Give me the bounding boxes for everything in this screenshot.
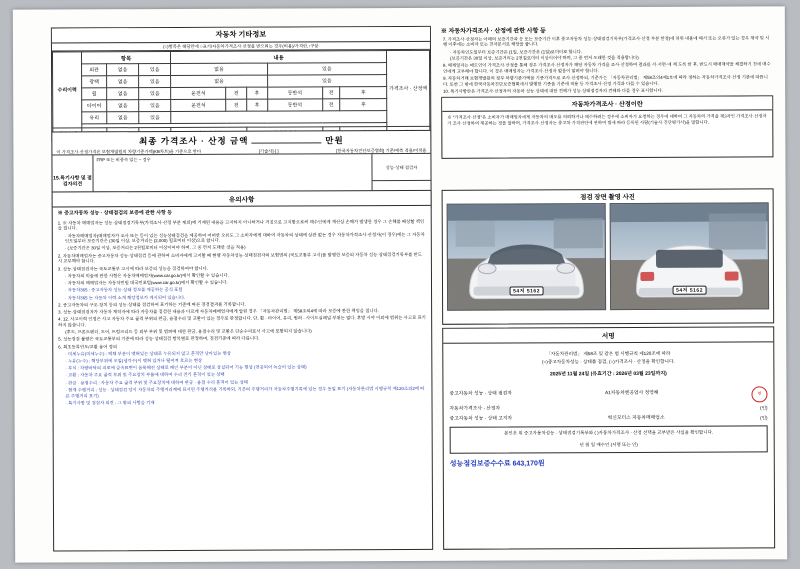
row-label-wheel: 휠 bbox=[82, 88, 107, 100]
cell-tire-driver[interactable]: 운전석 bbox=[171, 100, 226, 112]
cell-tire-driver-front[interactable]: 전 bbox=[226, 100, 247, 112]
notice-term-2: · 누유(누수) : 해당부위에 오일(냉각수)이 맺혀 있거나 떨어져 흐르는 현상 bbox=[65, 357, 203, 364]
cell-wheel-driver-rear[interactable]: 후 bbox=[247, 87, 268, 99]
notice-item-3d: · 자동차365 는 자동차 이력 소개 해당정보가 게시되어 있습니다. bbox=[65, 294, 186, 300]
notice-item-2: 2. 자동차매매업자는 중고자동차 성능·상태점검 등에 관하여 소비자에게 고지할 때 현행 자동차성능·상태점검자의 보험법의 (국토교통부 고시)를 발행한 보증의 자동차 성능·상태점검기록부를 반드시 교부해야 합니다. bbox=[57, 251, 422, 264]
terms-item-10: 10. 특기사항란은 가격조사·산정자의 자동차 성능·상태에 대한 견해가 성능·상태점검자의 견해와 다를 경우 표시합니다. bbox=[443, 87, 663, 94]
definition-box-title: 자동차가격조사 · 산정이란 bbox=[442, 97, 772, 112]
price-survey-terms bbox=[441, 24, 774, 159]
cell-tire-pass-front[interactable]: 전 bbox=[322, 99, 340, 111]
front-plate-number: 54저 5162 bbox=[509, 286, 544, 295]
terms-item-8: 8. 해제일자는 매도인이 가격조사·산정을 통해 정우 가격조사·산정자가 해당 자동차 가격을 조사·산정하여 결과를 서·서면·에 제 도록 한 후, 반드시 매매계약을 체결하기 전에 매수인에게 교부해야 합니다. 이 경우 매매업자는 가격조사·산정자 없음이 알려야 합니다. bbox=[443, 61, 771, 74]
notice-term-4: · 교환 : 자동차 주요 골격 부위 및 주요장치 부품에 대하여 수리 전기 흔적이 있는 상태 bbox=[65, 372, 225, 378]
fee-line bbox=[450, 458, 768, 470]
notice-item-8: 6. 최초등록연도/교환 용어 정의 bbox=[58, 343, 118, 350]
final-note-left: 이 가격조사·산정가격은 보험개발원의 차량기준가액(KB차트)을 기준으로 한다 bbox=[56, 148, 202, 155]
signature-row-appraiser bbox=[450, 405, 768, 413]
signature-row-notifier-mark: (인) bbox=[760, 415, 768, 421]
info-table bbox=[52, 50, 430, 141]
row-label-polish: 광택 bbox=[82, 76, 107, 88]
signature-row-inspector-value: A1자동차벤공업사 정영해 bbox=[604, 390, 659, 397]
cell-tire-yes[interactable]: 있음 bbox=[139, 100, 171, 112]
signature-row-inspector bbox=[449, 386, 767, 403]
final-price-label: 최종 가격조사 · 산정 금액 bbox=[139, 135, 249, 147]
notice-item-6: 4. 12. 사고이력 인정은 사고 자동차 주요 골격 부위의 판금, 용접수리 및 교환이 있는 경우로 판정합니다. 단, 휠 · 타이어, 유리, 범퍼 · 사이드실패널 부위는 없다. 후방 시야 이외에 범위는 사고로 표기하지 않습니다. bbox=[58, 315, 426, 328]
row-label-exterior: 외관 bbox=[82, 64, 107, 76]
notice-item-4: 2. 중고자동차의 구조·장치 등의 성능·상태를 점검하여 표기하는 기준에 따른 점검결과를 기록합니다. bbox=[58, 301, 246, 308]
notice-item-3a: · 자동차의 미술에 관한 사항은 자동차매매업자(www.car.go.kr)에서 확인할 수 있습니다. bbox=[64, 272, 229, 279]
vehicle-other-info-table bbox=[51, 26, 431, 142]
notice-item-3b: · 자동차의 매매업자는 자동차민원 대국민포털(www.car.go.kr)에서 확인할 수 있습니다. bbox=[64, 279, 228, 286]
table-subtitle: (○)항목은 해당란에 ○표기/자동차가격조사·산정을 받으려는 경우(비용)/가격란,↑구분 bbox=[52, 42, 430, 52]
notice-section bbox=[52, 190, 434, 552]
final-note-right: [한국자동차진단보증협회] 기준/예측 적용/미적용 bbox=[336, 147, 427, 154]
notice-item-6a: (후드, 프론트펜더, 도어, 트렁크리드 등 외부 부위 및 범퍼에 대한 판금, 용접수리 및 교환은 단순수리로서 사고에 포함되지 않습니다) bbox=[65, 328, 312, 335]
cell-exterior-sub-yes[interactable]: 있음 bbox=[267, 63, 386, 76]
signature-title: 서명 bbox=[443, 327, 773, 343]
notice-term-5: · 판금 · 용접수리 : 자동차 주요 골격 부위 및 주요장치에 대하여 판금 · 용접 수리 흔적이 있는 상태 bbox=[65, 379, 248, 386]
signature-row-notifier-value: 혁신모터스 자동차매매업소 bbox=[607, 415, 665, 421]
signature-row-appraiser-label: 자동차가격조사 · 산정자 bbox=[449, 406, 501, 412]
notice-item-3c: · 자동차365 : 중고자동차 성능·상태 정보를 제공하는 공식 포털 bbox=[65, 287, 183, 293]
cell-wheel-yes[interactable]: 있음 bbox=[139, 88, 171, 100]
cell-polish-sub-yes[interactable]: 있음 bbox=[267, 75, 386, 88]
cell-exterior-yes[interactable]: 있음 bbox=[139, 64, 171, 76]
cell-wheel-pass-rear[interactable]: 후 bbox=[340, 87, 387, 99]
buyer-confirm-text: 본인은 위 중고자동차성능 · 상태점검기록부와 ( )자동차가격조사 · 산정 선택을 교부받은 사실을 확인합니다. bbox=[504, 430, 714, 437]
terms-item-7a: · 자동차인도일부터 보증기간은 (1일, 보증기간은 (1일)로미터로 합니다. bbox=[449, 48, 583, 55]
cell-wheel-driver[interactable]: 운전석 bbox=[171, 88, 226, 100]
cell-exterior-none[interactable]: 없음 bbox=[107, 64, 139, 76]
fee-value: 643,170원 bbox=[512, 459, 545, 468]
cell-wheel-pass[interactable]: 동반석 bbox=[267, 87, 322, 99]
cell-polish-yes[interactable]: 있음 bbox=[139, 76, 171, 88]
notice-item-1: 1. ※ 자동차 매매업자는 성능·상태점검기록부(가격조사·산정 부분 제외)에 기재된 내용을 고지하지 아니하거나 거짓으로 고지함으로써 매수인에게 재산상 손해가 발생한 경우 그 손해를 배상할 책임을 집니다. bbox=[57, 218, 425, 231]
signature-section bbox=[442, 326, 775, 549]
cell-glass-yes[interactable]: 있음 bbox=[139, 112, 171, 124]
cell-wheel-none[interactable]: 없음 bbox=[107, 88, 139, 100]
signature-row-notifier-label: 중고자동차 성능 · 상태 고지자 bbox=[449, 416, 513, 422]
inspection-photos bbox=[442, 188, 775, 324]
cell-tire-driver-rear[interactable]: 후 bbox=[247, 99, 268, 111]
definition-box-text: ※ "가격조사·산정"은 소비자가 매매업자에게 자동차의 매도를 의뢰하거나 매수하려는 경우에 소비자가 요청하는 경우에 대하여 그 자동차의 가격을 제3자인 가격조사·산정자가 조사·산정하여 제공하는 것을 말하며, 가격조사·산정자는 중고차 가격판단에 관하여 법에 따라 등록된 사람(기술사·진단평가사)을 말합니다. bbox=[447, 113, 767, 126]
col-content: 내용 bbox=[171, 51, 387, 64]
final-price-unit: 만원 bbox=[325, 135, 344, 146]
photo-rear bbox=[610, 202, 769, 310]
cell-polish-none[interactable]: 없음 bbox=[107, 76, 139, 88]
row-label-glass: 유리 bbox=[82, 112, 107, 124]
photo-front bbox=[447, 203, 606, 311]
notice-title: 유의사항 bbox=[53, 191, 431, 208]
col-item: 항목 bbox=[81, 52, 170, 64]
signature-row-appraiser-mark: (인) bbox=[760, 405, 768, 411]
notice-section1-title: ※ 중고자동차 성능 · 상태점검의 보증에 관한 사항 등 bbox=[57, 209, 173, 217]
special-note-label: 15.특기사항 및 점검자의견 bbox=[52, 156, 93, 208]
row-group-repair: 수리이력 bbox=[52, 52, 81, 128]
cell-tire-pass-rear[interactable]: 후 bbox=[340, 99, 387, 111]
signature-law-line: 「자동차관리법」 제58조 및 같은 법 시행규칙 제120조에 따라 bbox=[546, 350, 671, 357]
terms-item-7b: (보증기간은 30일 이상, 보증거리는 2천킬로미터 이상이어야 하며, 그 중 먼저 도래한 것을 적용합니다) bbox=[450, 55, 639, 61]
terms-item-9: 9. 자동차거래 보험개발원의 정부 차량기준가액을 기준가격으로 조사·산정하되, 기준가는 「자동차관리법」 제58조의4제1호에 따라 정하는 자동차가격조사·산정 기준에 따릅니다. 또한 그 밖에 한국자동차진단보증협회에서 발행한 기준을 기준에 적용 등 가격조사·산정 가격과 다를 수 있습니다. bbox=[443, 74, 768, 87]
notice-term-7: · 특기사항 및 점검자 의견 : 그 밖의 사항을 기재 bbox=[65, 399, 155, 406]
col-price: 가격조사 · 산정액 bbox=[386, 51, 429, 127]
notice-term-3: · 부식 : 차량바닥의 피로에 금속표면이 움푹해진 상태로 패인 부분이 아닌 상태로 상실되어 기능 현상 (천공되어 녹슬어 있는 상태) bbox=[65, 364, 307, 371]
cell-exterior-sub-none[interactable]: 없음 bbox=[171, 63, 267, 75]
notice-item-1a: · 자동차매매업자(매매업자가 조사 또는 등이 있는 성능상태점검을 제공하여 어떠한 오류도 그 소비자에게 대하여 자동차의 상태에 상관 없는 경우 자동차가격조사·산정자(이 경우)에는 그 자동차인도일부터 보증기간은 (30일 이상, 보증거리는 (2,000) 킬로미터 이상)으로 합니다. bbox=[64, 231, 425, 244]
fee-label: 성능점검보증수수료 bbox=[449, 460, 511, 468]
performance-check-document bbox=[13, 6, 787, 562]
signature-confirm-line: (○)중고자동차성능 · 상태를 점검, (○)가격조사 · 산정을 확인합니다. bbox=[541, 358, 675, 365]
notice-item-3: 3. 성능·상태점검자는 국토교통부 고시에 따라 보증의 성능을 점검하여야 합니다. bbox=[57, 265, 209, 272]
signature-row-inspector-label: 중고자동차 성능 · 상태 점검자 bbox=[449, 391, 513, 397]
stamp-icon: 인 bbox=[751, 386, 767, 402]
notice-term-1: · 미세누유(미세누수) : 액체 부분이 맺혀있는 상태로 누유되지 않고 흔적만 남아있는 현상 bbox=[65, 350, 231, 357]
table-title: 자동차 기타정보 bbox=[52, 27, 430, 44]
buyer-confirm-date-line: 년 월 일 매수인 (서명 또는 인) bbox=[579, 441, 638, 448]
final-note-mid: [기술사]·[ ] bbox=[258, 148, 279, 154]
rear-plate-number: 54저 5162 bbox=[672, 286, 707, 295]
cell-wheel-driver-front[interactable]: 전 bbox=[226, 88, 247, 100]
cell-glass-none[interactable]: 없음 bbox=[107, 112, 139, 124]
notice-item-1b: · (보증기간은 30일 이상, 보증거리는 2천킬로미터 이상이어야 하며, 그 중 먼저 도래한 것을 적용) bbox=[64, 245, 246, 251]
price-survey-terms-title: ※ 자동차가격조사 · 산정에 관한 사항 등 bbox=[440, 28, 546, 35]
cell-tire-none[interactable]: 없음 bbox=[107, 100, 139, 112]
signature-row-notifier bbox=[450, 415, 768, 423]
inspector-label: 성능·상태 점검자 bbox=[372, 154, 430, 181]
row-label-tire: 타이어 bbox=[82, 100, 107, 112]
special-note-value: FRP 또는 비중속 있는 ~ 경우 bbox=[93, 154, 372, 207]
signature-date: 2025년 11월 24일 (유효기간 : 2026년 03월 23일까지) bbox=[549, 371, 667, 378]
buyer-confirm-box bbox=[450, 426, 768, 453]
cell-polish-sub-none[interactable]: 없음 bbox=[171, 75, 267, 87]
notice-item-7: 5. 성능점검 불량은 국토교통부의 기준에 따라 성능·상태점검 항목별로 판정하며, 점검기준에 따라 다릅니다. bbox=[58, 335, 260, 342]
terms-item-7: 7. 가격조사·산정자는 아래의 보증기간과 등 또는 보증기간 이후 중고자동차 성능·상태점검기록부(가격조사·산정 부분 한정)에 허위 내용에 해서 또는 오류가 있는 경우 계약 및 시행 이후에는 소비자 또는 전자문서로 해당을 줍니다. bbox=[442, 35, 770, 48]
notice-term-6: · 현재 수행거리 : 성능 · 상태점검 당시 자동차의 주행거리계에 표시된 주행거리를 기록하되, 기존의 주행거리가 자동차주행기록에 있는 경우 동일 표기 (자동차관리법 시행규칙 제120조의2에 따른 주행거리 표기) bbox=[65, 385, 425, 399]
photos-title: 점검 장면 촬영 사진 bbox=[580, 193, 635, 202]
cell-wheel-pass-front[interactable]: 전 bbox=[322, 87, 340, 99]
notice-item-5: 3. 성능·상태점검자가 자동차 제작자에 따라 자동차를 점검한 내용과 다르게 자동차매매업자에게 알린 경우 「자동차관리법」 제58조의4에 따라 보증에 관한 책임을 집니다. bbox=[58, 308, 379, 315]
cell-tire-pass[interactable]: 동반석 bbox=[267, 99, 322, 111]
